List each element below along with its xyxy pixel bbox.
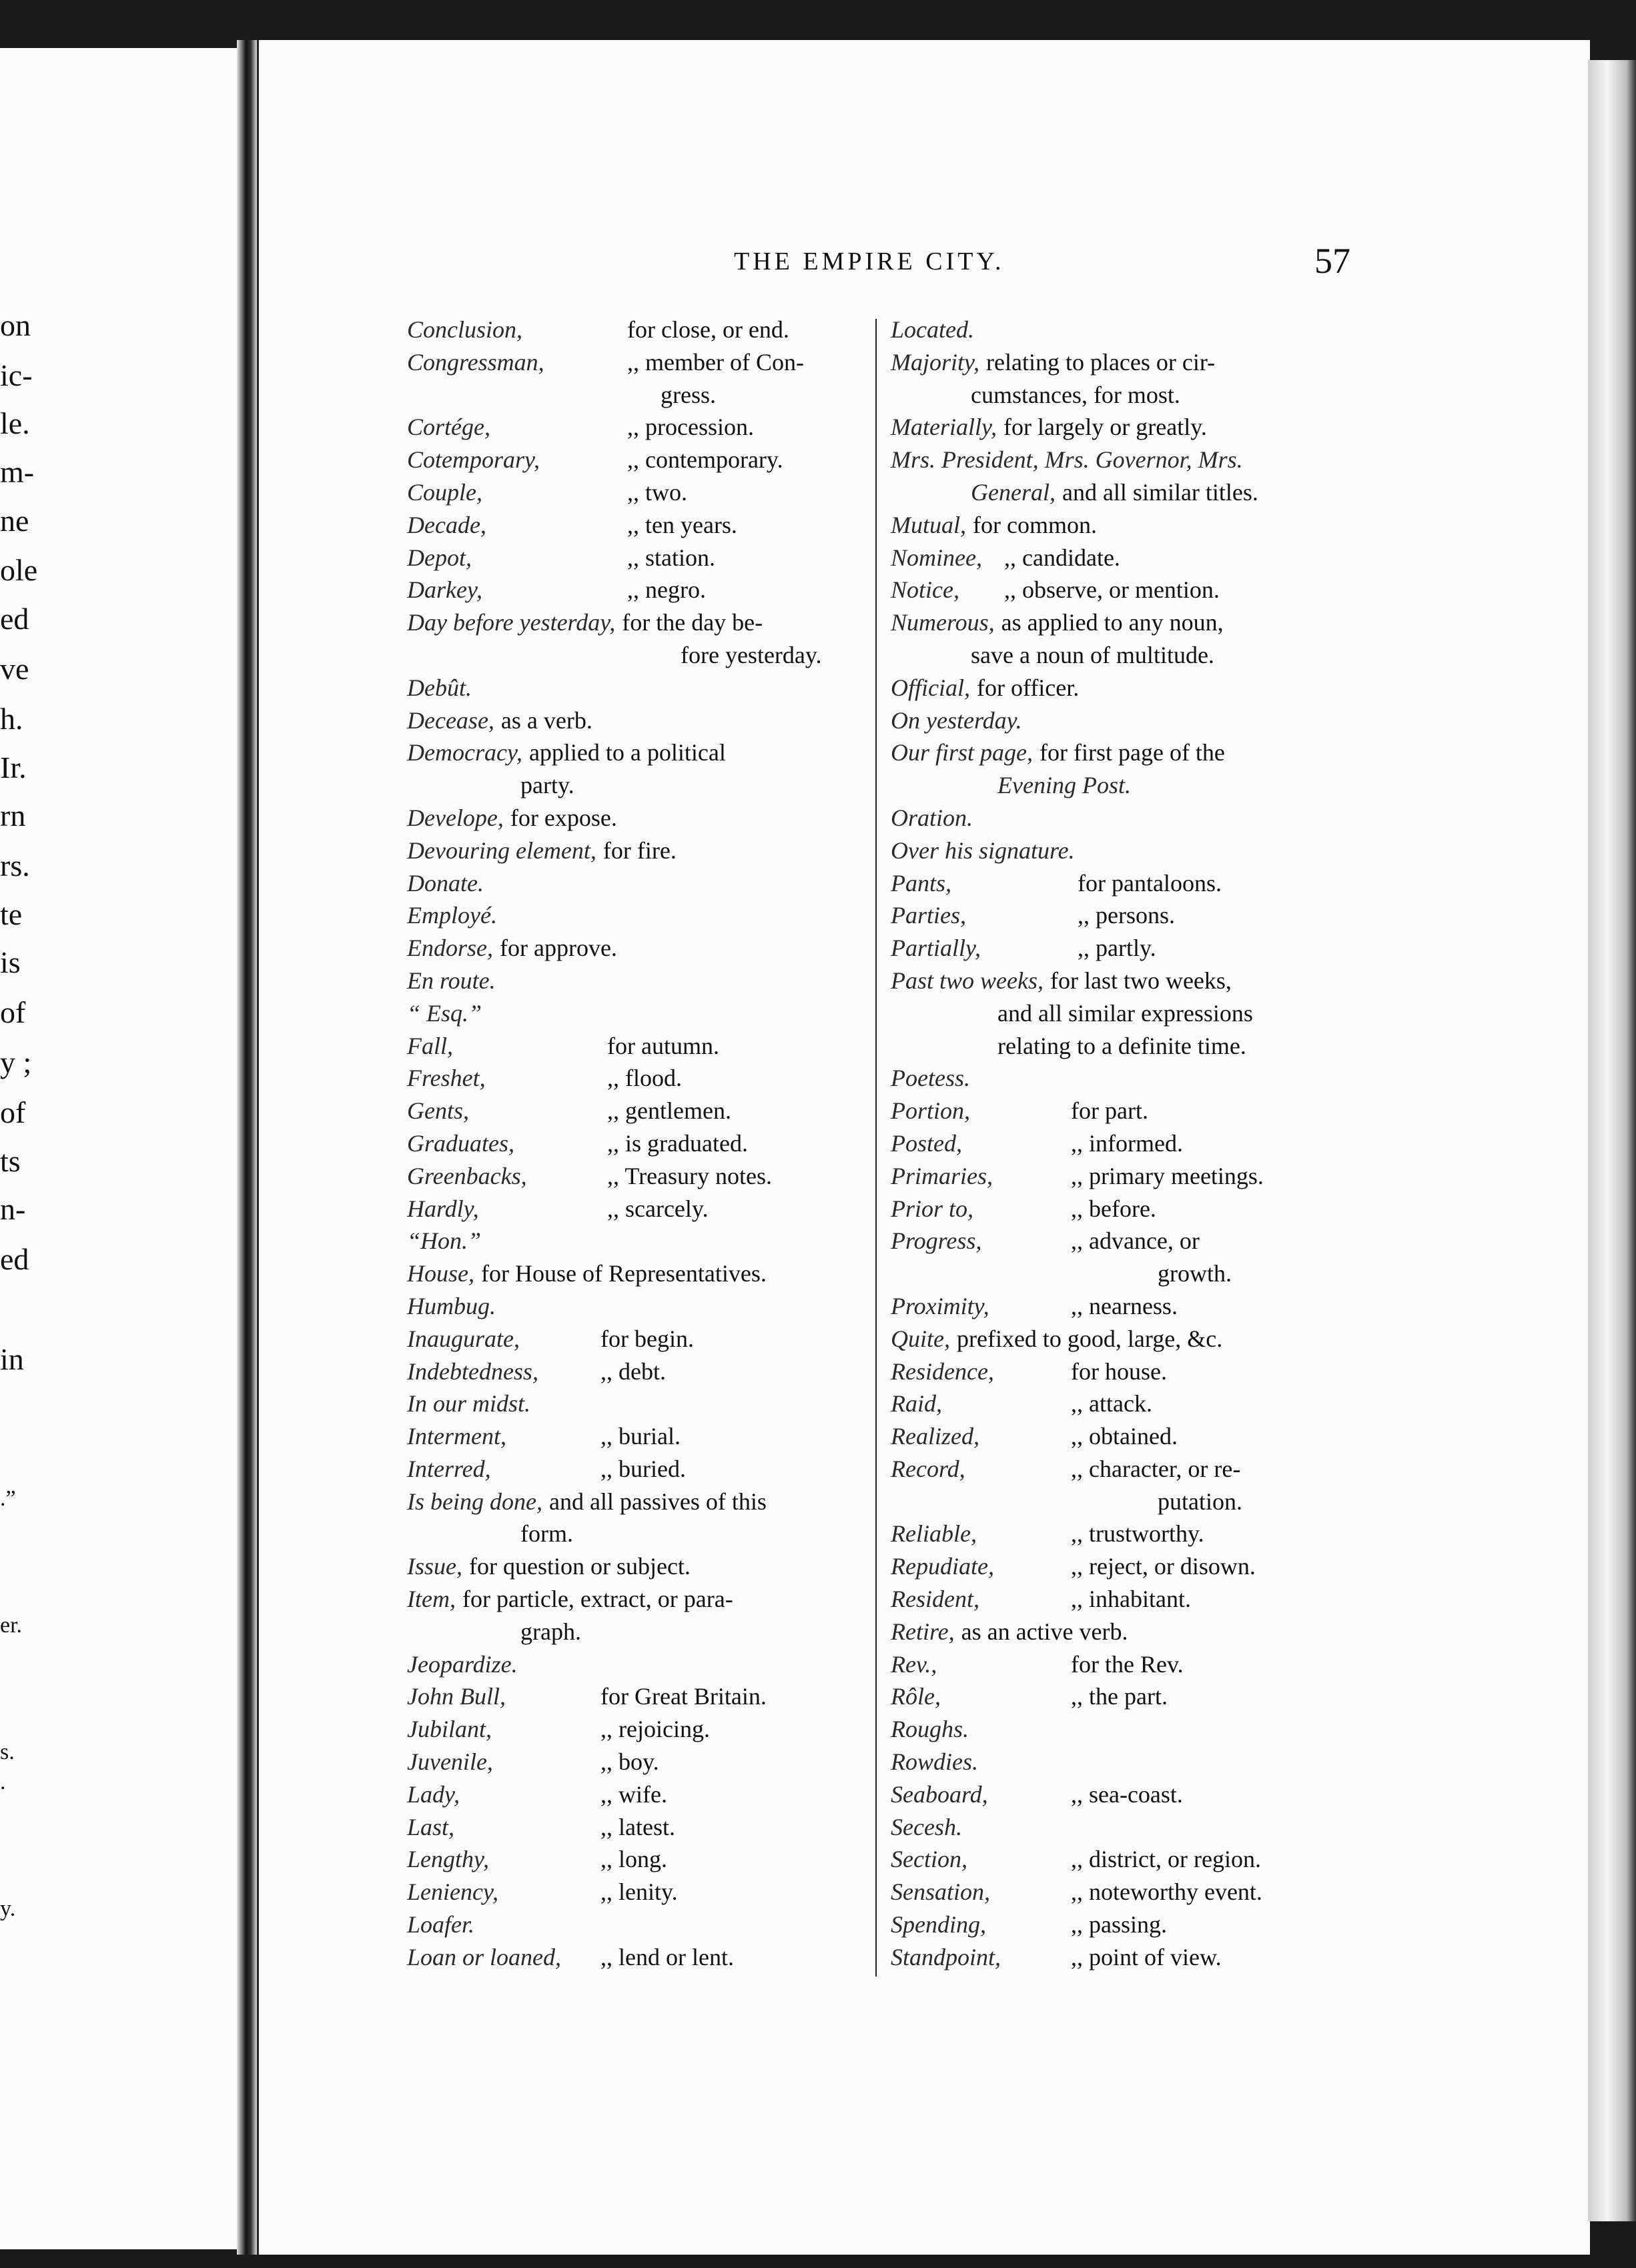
- entry-definition: ,, burial.: [600, 1423, 681, 1450]
- entry-definition: ,, scarcely.: [607, 1195, 709, 1222]
- facing-page: [0, 48, 240, 2249]
- facing-page-fragment: of: [0, 995, 26, 1029]
- entry-term: Gents,: [407, 1097, 469, 1125]
- glossary-entry: [407, 476, 861, 509]
- entry-definition: ,, advance, or: [1071, 1227, 1200, 1255]
- facing-page-fragment: rn: [0, 798, 26, 832]
- entry-term: Inaugurate,: [407, 1325, 520, 1352]
- entry-term: Poetess.: [891, 1065, 970, 1092]
- glossary-entry: [891, 1908, 1344, 1941]
- glossary-entry: [407, 1290, 861, 1323]
- glossary-entry: [407, 932, 861, 965]
- glossary-entry: [891, 932, 1344, 965]
- entry-term: Seaboard,: [891, 1780, 988, 1808]
- entry-definition: ,, lend or lent.: [600, 1943, 734, 1970]
- entry-definition: for pantaloons.: [1078, 869, 1222, 897]
- glossary-entry: [407, 1095, 861, 1127]
- glossary-entry: [407, 1583, 861, 1648]
- glossary-entry: [891, 1323, 1344, 1355]
- entry-definition: ,, inhabitant.: [1071, 1586, 1191, 1613]
- glossary-entry: [407, 509, 861, 542]
- entry-term: House,: [407, 1260, 474, 1287]
- entry-term: Interment,: [407, 1423, 506, 1450]
- entry-term: Proximity,: [891, 1292, 989, 1319]
- facing-page-fragment: ed: [0, 602, 29, 636]
- entry-definition: ,, two.: [627, 478, 687, 506]
- glossary-entry: [891, 1648, 1344, 1681]
- glossary-entry: [891, 1095, 1344, 1127]
- entry-definition: as a verb.: [500, 706, 592, 734]
- entry-term: Jubilant,: [407, 1716, 492, 1743]
- facing-page-fragment: ve: [0, 652, 29, 686]
- entry-term: Pants,: [891, 869, 952, 897]
- entry-definition: ,, gentlemen.: [607, 1097, 731, 1125]
- entry-term: Decease,: [407, 706, 494, 734]
- page-edge: [1588, 60, 1636, 2221]
- glossary-entry: [891, 1420, 1344, 1453]
- entry-definition: as an active verb.: [961, 1618, 1128, 1645]
- glossary-entry: [407, 1713, 861, 1746]
- entry-definition: ,, lenity.: [600, 1878, 678, 1906]
- entry-definition: ,, member of Con-: [627, 348, 804, 376]
- entry-continuation: fore yesterday.: [681, 641, 822, 668]
- entry-term: Notice,: [891, 576, 959, 604]
- entry-term: Spending,: [891, 1911, 986, 1938]
- entry-term: Partially,: [891, 935, 981, 962]
- entry-definition: prefixed to good, large, &c.: [956, 1325, 1223, 1352]
- entry-definition: ,, is graduated.: [607, 1129, 748, 1157]
- entry-term: Devouring element,: [407, 836, 596, 864]
- glossary-entry: [891, 444, 1344, 509]
- entry-term: Secesh.: [891, 1813, 962, 1840]
- entry-term: Hardly,: [407, 1195, 479, 1222]
- glossary-entry: [407, 802, 861, 834]
- entry-definition: ,, rejoicing.: [600, 1716, 710, 1743]
- glossary-entry: [407, 411, 861, 444]
- glossary-entry: [891, 574, 1344, 606]
- entry-definition: ,, contemporary.: [627, 446, 783, 474]
- glossary-entry: [407, 1323, 861, 1355]
- running-title: THE EMPIRE CITY.: [734, 247, 1005, 275]
- entry-term: In our midst.: [407, 1390, 531, 1418]
- page-number: 57: [1314, 241, 1350, 281]
- entry-definition: as applied to any noun,: [1001, 609, 1224, 636]
- entry-term: Past two weeks,: [891, 967, 1044, 994]
- entry-continuation: form.: [520, 1520, 573, 1548]
- facing-page-fragment: Ir.: [0, 750, 27, 784]
- entry-term: Fall,: [407, 1032, 453, 1059]
- entry-term: Record,: [891, 1455, 965, 1482]
- entry-term: Cotemporary,: [407, 446, 540, 474]
- glossary-entry: [407, 1030, 861, 1063]
- entry-term: Parties,: [891, 902, 966, 929]
- entry-term: Mutual,: [891, 511, 966, 538]
- entry-term: “Hon.”: [407, 1227, 482, 1255]
- entry-continuation: relating to a definite time.: [997, 1032, 1246, 1059]
- entry-term: Rôle,: [891, 1683, 941, 1710]
- facing-page-fragment: le.: [0, 406, 30, 440]
- entry-term: Retire,: [891, 1618, 955, 1645]
- entry-term: Oration.: [891, 804, 973, 831]
- entry-term: Posted,: [891, 1129, 962, 1157]
- entry-definition: ,, observe, or mention.: [1004, 576, 1220, 604]
- entry-definition: ,, partly.: [1078, 935, 1156, 962]
- glossary-entry: [891, 346, 1344, 412]
- facing-page-fragment: is: [0, 945, 21, 979]
- entry-term: Graduates,: [407, 1129, 514, 1157]
- entry-definition: for common.: [973, 511, 1097, 538]
- glossary-entry: [891, 1843, 1344, 1876]
- entry-definition: for largely or greatly.: [1003, 414, 1207, 441]
- entry-term: Debût.: [407, 674, 472, 701]
- glossary-entry: [407, 444, 861, 476]
- entry-term: Develope,: [407, 804, 504, 831]
- entry-term: Raid,: [891, 1390, 942, 1418]
- glossary-entry: [407, 1680, 861, 1713]
- glossary-entry: [891, 509, 1344, 542]
- facing-page-fragment: y ;: [0, 1045, 32, 1079]
- entry-term: Employé.: [407, 902, 497, 929]
- glossary-entry: [407, 704, 861, 737]
- facing-page-fragment: er.: [0, 1613, 23, 1638]
- glossary-entry: [891, 704, 1344, 737]
- glossary-entry: [891, 899, 1344, 932]
- glossary-entry: [891, 1713, 1344, 1746]
- glossary-entry: [407, 1648, 861, 1681]
- entry-definition: for House of Representatives.: [481, 1260, 767, 1287]
- glossary-entry: [407, 1160, 861, 1193]
- glossary-entry: [407, 672, 861, 704]
- entry-definition: for approve.: [500, 935, 617, 962]
- entry-term: Sensation,: [891, 1878, 990, 1906]
- entry-definition: ,, procession.: [627, 414, 754, 441]
- glossary-entry: [891, 314, 1344, 346]
- entry-term: Primaries,: [891, 1162, 993, 1189]
- entry-continuation: graph.: [520, 1618, 581, 1645]
- entry-definition: for expose.: [510, 804, 617, 831]
- glossary-entry: [407, 1355, 861, 1388]
- entry-term: Greenbacks,: [407, 1162, 527, 1189]
- glossary-entry: [407, 606, 861, 672]
- entry-definition: ,, noteworthy event.: [1071, 1878, 1262, 1906]
- entry-definition: ,, district, or region.: [1071, 1846, 1261, 1873]
- entry-definition: for officer.: [977, 674, 1080, 701]
- facing-page-fragment: ed: [0, 1242, 29, 1276]
- entry-term: Prior to,: [891, 1195, 974, 1222]
- entry-definition: for part.: [1071, 1097, 1148, 1125]
- entry-term-continued: General,: [971, 478, 1056, 506]
- entry-term: Residence,: [891, 1357, 994, 1385]
- glossary-entry: [407, 1550, 861, 1583]
- entry-term: Roughs.: [891, 1716, 969, 1743]
- glossary-entry: [407, 1193, 861, 1225]
- entry-definition: ,, character, or re-: [1071, 1455, 1241, 1482]
- entry-term: Loan or loaned,: [407, 1943, 562, 1970]
- glossary-entry: [407, 1486, 861, 1551]
- glossary-entry: [891, 1193, 1344, 1225]
- entry-definition: ,, persons.: [1078, 902, 1175, 929]
- glossary-entry: [407, 574, 861, 606]
- glossary-entry: [891, 1876, 1344, 1908]
- entry-definition: ,, negro.: [627, 576, 706, 604]
- glossary-entry: [407, 346, 861, 412]
- glossary-entry: [407, 542, 861, 574]
- entry-definition: ,, reject, or disown.: [1071, 1553, 1256, 1580]
- entry-definition: ,, attack.: [1071, 1390, 1152, 1418]
- glossary-entry: [407, 1127, 861, 1160]
- glossary-column-right: [891, 314, 1344, 1974]
- entry-definition: for particle, extract, or para-: [462, 1586, 733, 1613]
- glossary-entry: [407, 1453, 861, 1486]
- entry-definition: ,, passing.: [1071, 1911, 1167, 1938]
- entry-definition: ,, latest.: [600, 1813, 675, 1840]
- entry-continuation: and all similar expressions: [997, 999, 1253, 1027]
- entry-continuation: gress.: [661, 381, 716, 408]
- glossary-entry: [407, 1876, 861, 1908]
- glossary-entry: [407, 1225, 861, 1257]
- facing-page-fragment: y.: [0, 1896, 16, 1921]
- book-gutter: [237, 40, 257, 2255]
- entry-term: Standpoint,: [891, 1943, 1001, 1970]
- facing-page-fragment: .: [0, 1770, 6, 1794]
- glossary-entry: [407, 1420, 861, 1453]
- glossary-entry: [891, 1160, 1344, 1193]
- entry-definition: applied to a political: [528, 739, 726, 766]
- facing-page-fragment: h.: [0, 702, 23, 736]
- entry-term: Item,: [407, 1586, 456, 1613]
- glossary-entry: [407, 1843, 861, 1876]
- entry-definition: relating to places or cir-: [986, 348, 1216, 376]
- entry-term: Democracy,: [407, 739, 522, 766]
- entry-term: Quite,: [891, 1325, 950, 1352]
- entry-definition: ,, trustworthy.: [1071, 1520, 1204, 1548]
- entry-definition: for the day be-: [622, 609, 763, 636]
- entry-term: Located.: [891, 316, 974, 343]
- glossary-entry: [407, 965, 861, 997]
- column-rule: [875, 319, 877, 1976]
- glossary-entry: [407, 1746, 861, 1778]
- glossary-entry: [407, 834, 861, 867]
- entry-term: Portion,: [891, 1097, 971, 1125]
- entry-definition: ,, primary meetings.: [1071, 1162, 1264, 1189]
- facing-page-fragment: on: [0, 308, 31, 342]
- glossary-entry: [891, 1062, 1344, 1095]
- glossary-entry: [891, 1290, 1344, 1323]
- glossary-entry: [407, 1257, 861, 1290]
- glossary-entry: [891, 965, 1344, 1062]
- entry-definition: and all passives of this: [548, 1488, 767, 1515]
- glossary-entry: [891, 411, 1344, 444]
- entry-term: Freshet,: [407, 1065, 486, 1092]
- glossary-entry: [891, 1778, 1344, 1811]
- entry-term: Reliable,: [891, 1520, 977, 1548]
- entry-continuation: party.: [520, 772, 574, 799]
- entry-definition: for first page of the: [1040, 739, 1225, 766]
- entry-definition: for Great Britain.: [600, 1683, 767, 1710]
- glossary-entry: [407, 867, 861, 900]
- glossary-entry: [891, 1518, 1344, 1550]
- entry-term: John Bull,: [407, 1683, 506, 1710]
- entry-term: Resident,: [891, 1586, 979, 1613]
- entry-term: Rev.,: [891, 1650, 937, 1678]
- glossary-entry: [891, 1387, 1344, 1420]
- glossary-entry: [407, 899, 861, 932]
- entry-term: Materially,: [891, 414, 997, 441]
- entry-continuation: putation.: [1158, 1488, 1242, 1515]
- entry-term: Nominee,: [891, 544, 982, 571]
- entry-term: Our first page,: [891, 739, 1034, 766]
- entry-definition: ,, ten years.: [627, 511, 737, 538]
- facing-page-fragment: rs.: [0, 848, 30, 883]
- glossary-entry: [407, 1387, 861, 1420]
- glossary-entry: [891, 1225, 1344, 1290]
- facing-page-fragment: te: [0, 897, 23, 931]
- glossary-entry: [891, 1680, 1344, 1713]
- entry-term: Lengthy,: [407, 1846, 489, 1873]
- facing-page-fragment: ts: [0, 1144, 21, 1178]
- entry-continuation: save a noun of multitude.: [971, 641, 1214, 668]
- facing-page-fragment: in: [0, 1342, 24, 1376]
- entry-definition: for question or subject.: [469, 1553, 691, 1580]
- entry-term: Couple,: [407, 478, 482, 506]
- entry-definition: for last two weeks,: [1050, 967, 1232, 994]
- glossary-entry: [891, 736, 1344, 802]
- entry-term: On yesterday.: [891, 706, 1022, 734]
- entry-term: Official,: [891, 674, 970, 701]
- entry-definition: ,, flood.: [607, 1065, 682, 1092]
- glossary-column-left: [407, 314, 861, 1974]
- entry-term: Majority,: [891, 348, 979, 376]
- entry-term: Last,: [407, 1813, 455, 1840]
- glossary-entry: [891, 1550, 1344, 1583]
- entry-term: Over his signature.: [891, 836, 1075, 864]
- entry-term: Loafer.: [407, 1911, 475, 1938]
- entry-definition: for begin.: [600, 1325, 694, 1352]
- entry-definition: ,, boy.: [600, 1748, 659, 1776]
- glossary-entry: [407, 314, 861, 346]
- facing-page-fragment: n-: [0, 1192, 26, 1226]
- entry-definition: ,, point of view.: [1071, 1943, 1222, 1970]
- glossary-entry: [891, 1453, 1344, 1518]
- entry-definition: ,, candidate.: [1004, 544, 1120, 571]
- glossary-entry: [891, 1583, 1344, 1616]
- entry-term: Lady,: [407, 1780, 460, 1808]
- glossary-entry: [891, 834, 1344, 867]
- glossary-entry: [891, 867, 1344, 900]
- facing-page-fragment: of: [0, 1095, 26, 1129]
- entry-continuation: growth.: [1158, 1260, 1232, 1287]
- entry-term: Indebtedness,: [407, 1357, 538, 1385]
- entry-continuation: cumstances, for most.: [971, 381, 1180, 408]
- glossary-entry: [891, 672, 1344, 704]
- entry-definition: ,, informed.: [1071, 1129, 1183, 1157]
- entry-term: “ Esq.”: [407, 999, 482, 1027]
- facing-page-fragment: ole: [0, 553, 38, 587]
- glossary-entry: [891, 1355, 1344, 1388]
- facing-page-fragment: .”: [0, 1486, 16, 1511]
- glossary-entry: [407, 997, 861, 1030]
- entry-definition: for the Rev.: [1071, 1650, 1184, 1678]
- glossary-entry: [891, 1616, 1344, 1648]
- entry-definition: for close, or end.: [627, 316, 789, 343]
- entry-term: Interred,: [407, 1455, 491, 1482]
- entry-term: En route.: [407, 967, 496, 994]
- entry-term: Donate.: [407, 869, 484, 897]
- entry-definition: for house.: [1071, 1357, 1167, 1385]
- glossary-entry: [891, 542, 1344, 574]
- entry-term: Juvenile,: [407, 1748, 493, 1776]
- entry-term: Congressman,: [407, 348, 544, 376]
- glossary-entry: [891, 1746, 1344, 1778]
- facing-page-fragment: ne: [0, 504, 29, 538]
- glossary-entry: [891, 802, 1344, 834]
- entry-definition: ,, long.: [600, 1846, 668, 1873]
- entry-term: Depot,: [407, 544, 472, 571]
- glossary-entry: [891, 1811, 1344, 1844]
- entry-term: Realized,: [891, 1423, 979, 1450]
- entry-term: Day before yesterday,: [407, 609, 616, 636]
- glossary-entry: [407, 1941, 861, 1974]
- entry-term: Conclusion,: [407, 316, 523, 343]
- glossary-entry: [407, 1811, 861, 1844]
- glossary-entry: [891, 1127, 1344, 1160]
- entry-definition: for autumn.: [607, 1032, 719, 1059]
- entry-definition: ,, the part.: [1071, 1683, 1168, 1710]
- entry-term: Rowdies.: [891, 1748, 978, 1776]
- entry-definition: ,, obtained.: [1071, 1423, 1178, 1450]
- entry-term: Numerous,: [891, 609, 995, 636]
- glossary-entry: [407, 1778, 861, 1811]
- entry-term: Darkey,: [407, 576, 482, 604]
- entry-term: Section,: [891, 1846, 967, 1873]
- facing-page-fragment: s.: [0, 1740, 15, 1764]
- entry-continuation: and all similar titles.: [1062, 478, 1258, 506]
- entry-term: Mrs. President, Mrs. Governor, Mrs.: [891, 446, 1243, 474]
- entry-definition: ,, before.: [1071, 1195, 1156, 1222]
- entry-definition: ,, sea-coast.: [1071, 1780, 1183, 1808]
- entry-term: Endorse,: [407, 935, 493, 962]
- entry-definition: ,, wife.: [600, 1780, 667, 1808]
- entry-term: Is being done,: [407, 1488, 542, 1515]
- entry-definition: ,, station.: [627, 544, 715, 571]
- glossary-entry: [407, 736, 861, 802]
- glossary-entry: [407, 1908, 861, 1941]
- entry-term: Issue,: [407, 1553, 462, 1580]
- entry-term: Leniency,: [407, 1878, 498, 1906]
- glossary-entry: [891, 1941, 1344, 1974]
- facing-page-fragment: m-: [0, 455, 35, 489]
- entry-term: Decade,: [407, 511, 486, 538]
- entry-term-continued: Evening Post.: [997, 772, 1131, 799]
- entry-term: Repudiate,: [891, 1553, 994, 1580]
- glossary-entry: [407, 1062, 861, 1095]
- entry-term: Jeopardize.: [407, 1650, 518, 1678]
- entry-definition: ,, buried.: [600, 1455, 686, 1482]
- entry-definition: for fire.: [602, 836, 677, 864]
- entry-definition: ,, nearness.: [1071, 1292, 1178, 1319]
- facing-page-fragment: ic-: [0, 358, 33, 392]
- glossary-entry: [891, 606, 1344, 672]
- entry-term: Progress,: [891, 1227, 982, 1255]
- entry-definition: ,, debt.: [600, 1357, 666, 1385]
- entry-definition: ,, Treasury notes.: [607, 1162, 773, 1189]
- entry-term: Humbug.: [407, 1292, 496, 1319]
- entry-term: Cortége,: [407, 414, 490, 441]
